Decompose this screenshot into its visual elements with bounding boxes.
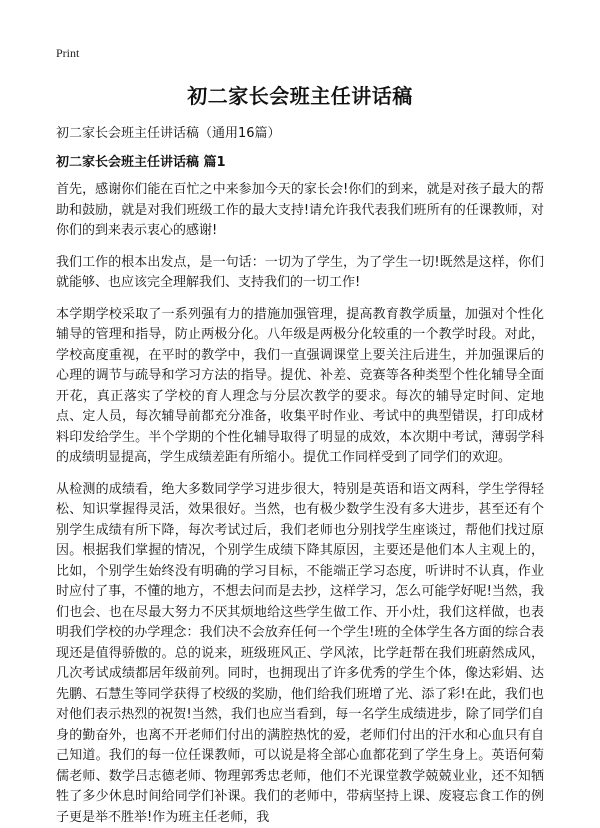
paragraph: 从检测的成绩看，绝大多数同学学习进步很大，特别是英语和语文两科，学生学得轻松、知识掌握得灵活，效果很好。当然，也有极少数学生没有多大进步，甚至还有个别学生成绩有所下降，每次考试过后，我们老师也分别找学生座谈过，帮他们找过原因。根据我们掌握的情况，个别学生成绩下降其原因，主要还是他们本人主观上的，比如，个别学生始终没有明确的学习目标，不能端正学习态度，听讲时不认真，作业时应付了事，不懂的地方，不想去问而是去抄，这样学习，怎么可能学好呢!当然，我们也会、也在尽最大努力不厌其烦地给这些学生做工作、开小灶，我们这样做，也表明我们学校的办学理念：我们决不会放弃任何一个学生!班的全体学生各方面的综合表现还是值得骄傲的。总的说来，班级班风正、学风浓，比学赶帮在我们班蔚然成风，几次考试成绩都居年级前列。同时，也拥现出了许多优秀的学生个体，像达彩娟、达先鹏、石慧生等同学获得了校级的奖励，他们给我们班增了光、添了彩!在此，我们也对他们表示热烈的祝贺!当然，我们也应当看到，每一名学生成绩进步，除了同学们自身的勤奋外，也离不开老师们付出的满腔热忱的爱，老师们付出的汗水和心血只有自己知道。我们的每一位任课教师，可以说是将全部心血都花到了学生身上。英语何菊儒老师、数学吕志德老师、物理郭秀忠老师，他们不光课堂教学兢兢业业，还不知牺牲了多少休息时间给同学们补课。我们的老师中，带病坚持上课、废寝忘食工作的例子更是举不胜举!作为班主任老师，我 [56, 481, 544, 825]
document-subtitle: 初二家长会班主任讲话稿（通用16篇） [56, 126, 281, 141]
paragraph: 首先，感谢你们能在百忙之中来参加今天的家长会!你们的到来，就是对孩子最大的帮助和鼓励，就是对我们班级工作的最大支持!请允许我代表我们班所有的任课教师，对你们的到来表示衷心的感谢! [56, 182, 544, 238]
print-link[interactable]: Print [56, 46, 80, 60]
paragraph: 本学期学校采取了一系列强有力的措施加强管理，提高教育教学质量，加强对个性化辅导的管理和指导，防止两极分化。八年级是两极分化较重的一个教学时段。对此，学校高度重视，在平时的教学中，我们一直强调课堂上要关注后进生，并加强课后的心理的调节与疏导和学习方法的指导。提优、补差、竞赛等各种类型个性化辅导全面开花，真正落实了学校的育人理念与分层次教学的要求。每次的辅导定时间、定地点、定人员，每次辅导前都充分准备，收集平时作业、考试中的典型错误，打印成材料印发给学生。半个学期的个性化辅导取得了明显的成效，本次期中考试，薄弱学科的成绩明显提高，学生成绩差距有所缩小。提优工作同样受到了同学们的欢迎。 [56, 306, 544, 465]
page-title: 初二家长会班主任讲话稿 [187, 84, 413, 108]
section-heading: 初二家长会班主任讲话稿 篇1 [56, 155, 226, 170]
paragraph: 我们工作的根本出发点，是一句话：一切为了学生，为了学生一切!既然是这样，你们就能够、也应该完全理解我们、支持我们的一切工作! [56, 254, 544, 290]
article-body [56, 180, 544, 828]
